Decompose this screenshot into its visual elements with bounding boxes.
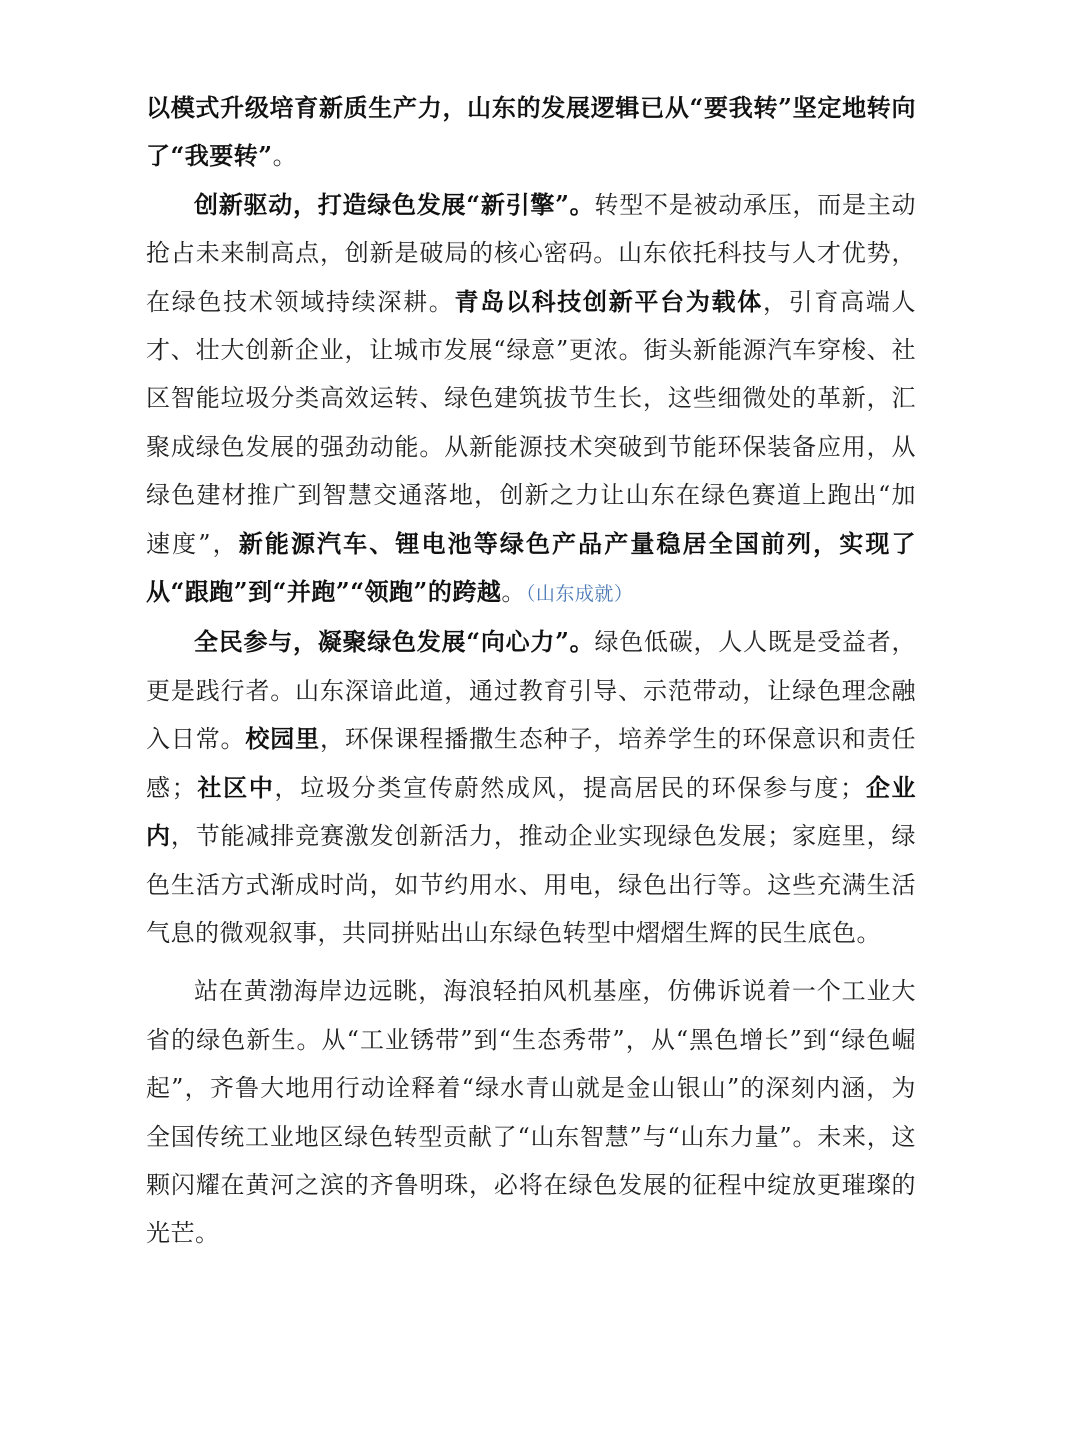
bold-text: 社区中 [196, 772, 275, 802]
paragraph-conclusion [146, 967, 916, 1257]
section-heading-innovation: 创新驱动，打造绿色发展“新引擎”。 [194, 189, 595, 219]
body-text: ，节能减排竞赛激发创新活力，推动企业实现绿色发展；家庭里，绿色生活方式渐成时尚，如节约用水、用电，绿色出行等。这些充满生活气息的微观叙事，共同拼贴出山东绿色转型中熠熠生辉的民生底色。 [146, 822, 917, 947]
source-note: （山东成就） [525, 583, 634, 606]
bold-text: 以模式升级培育新质生产力，山东的发展逻辑已从“要我转”坚定地转向了“我要转” [146, 93, 916, 171]
bold-text: 企业内 [146, 772, 917, 851]
bold-text: 青岛以科技创新平台为载体 [454, 286, 763, 316]
body-text: 转型不是被动承压，而是主动抢占未来制高点，创新是破局的核心密码。山东依托科技与人才优势，在绿色技术领域持续深耕。 [146, 190, 917, 316]
body-text: 。 [501, 578, 526, 607]
paragraph-innovation [146, 181, 916, 619]
body-text: ，环保课程播撒生态种子，培养学生的环保意识和责任感； [146, 725, 917, 802]
bold-text: 新能源汽车、锂电池等绿色产品产量稳居全国前列，实现了从“跟跑”到“并跑”“领跑”的跨越 [146, 528, 916, 607]
body-text: 绿色低碳，人人既是受益者，更是践行者。山东深谙此道，通过教育引导、示范带动，让绿色理念融入日常。 [146, 628, 917, 754]
body-text: ，垃圾分类宣传蔚然成风，提高居民的环保参与度； [274, 773, 865, 802]
article-body [146, 84, 916, 1258]
bold-text: 校园里 [245, 724, 320, 754]
section-heading-participation: 全民参与，凝聚绿色发展“向心力”。 [194, 627, 595, 657]
body-text: ，引育高端人才、壮大创新企业，让城市发展“绿意”更浓。街头新能源汽车穿梭、社区智能垃圾分类高效运转、绿色建筑拔节生长，这些细微处的革新，汇聚成绿色发展的强劲动能。从新能源技术突破到节能环保装备应用，从绿色建材推广到智慧交通落地，创新之力让山东在绿色赛道上跑出“加速度”， [146, 287, 917, 558]
paragraph-participation [146, 618, 916, 957]
body-text: 。 [272, 142, 298, 171]
paragraph-intro-tail [146, 84, 916, 181]
body-text: 站在黄渤海岸边远眺，海浪轻拍风机基座，仿佛诉说着一个工业大省的绿色新生。从“工业锈带”到“生态秀带”，从“黑色增长”到“绿色崛起”，齐鲁大地用行动诠释着“绿水青山就是金山银山”的深刻内涵，为全国传统工业地区绿色转型贡献了“山东智慧”与“山东力量”。未来，这颗闪耀在黄河之滨的齐鲁明珠，必将在绿色发展的征程中绽放更璀璨的光芒。 [146, 977, 916, 1248]
